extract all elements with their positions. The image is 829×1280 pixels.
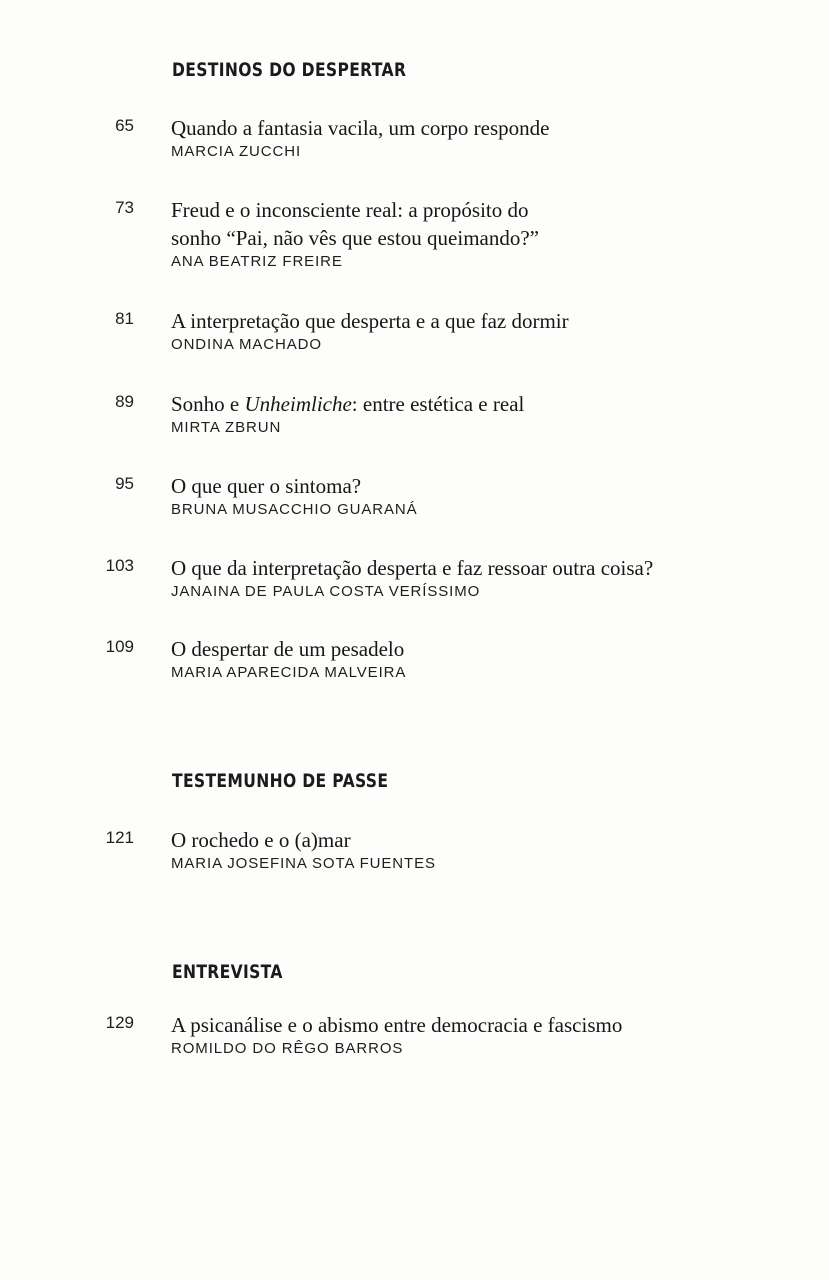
entry-title-line-2: sonho “Pai, não vês que estou queimando?”	[171, 226, 539, 250]
entry-title: A psicanálise e o abismo entre democracia e fascismo	[171, 1013, 623, 1037]
page-number: 95	[115, 474, 134, 493]
entry-title-line-1: Freud e o inconsciente real: a propósito do	[171, 198, 529, 222]
page-number: 73	[115, 198, 134, 217]
page-number: 129	[105, 1013, 134, 1032]
entry-author: ANA BEATRIZ FREIRE	[171, 253, 343, 270]
entry-author: MARIA APARECIDA MALVEIRA	[171, 664, 407, 681]
entry-author: MIRTA ZBRUN	[171, 419, 282, 436]
page-number: 65	[115, 116, 134, 135]
page-number: 121	[105, 828, 134, 847]
section-title-entrevista: ENTREVISTA	[172, 961, 283, 983]
entry-title: O despertar de um pesadelo	[171, 637, 405, 661]
entry-title-italic: Unheimliche	[244, 392, 352, 416]
entry-title: O rochedo e o (a)mar	[171, 828, 351, 852]
entry-body	[171, 390, 731, 436]
page-number: 89	[115, 392, 134, 411]
entry-author: MARCIA ZUCCHI	[171, 143, 302, 160]
entry-author: MARIA JOSEFINA SOTA FUENTES	[171, 855, 436, 872]
entry-title: Quando a fantasia vacila, um corpo responde	[171, 116, 550, 140]
page-number: 81	[115, 309, 134, 328]
entry-body	[171, 826, 731, 872]
section-title-destinos-do-despertar: DESTINOS DO DESPERTAR	[172, 59, 407, 81]
entry-body	[171, 307, 731, 353]
entry-author: JANAINA DE PAULA COSTA VERÍSSIMO	[171, 583, 481, 600]
page-number: 103	[105, 556, 134, 575]
entry-title	[171, 390, 731, 418]
entry-body	[171, 472, 731, 518]
entry-author: ROMILDO DO RÊGO BARROS	[171, 1040, 404, 1057]
entry-author: ONDINA MACHADO	[171, 336, 322, 353]
entry-body	[171, 554, 731, 600]
entry-title-part: : entre estética e real	[351, 392, 525, 416]
entry-title: A interpretação que desperta e a que faz dormir	[171, 309, 569, 333]
section-title-testemunho-de-passe: TESTEMUNHO DE PASSE	[172, 770, 389, 792]
entry-author: BRUNA MUSACCHIO GUARANÁ	[171, 501, 418, 518]
entry-title: O que quer o sintoma?	[171, 474, 362, 498]
entry-body	[171, 196, 731, 270]
entry-title-part: Sonho e	[171, 392, 245, 416]
entry-body	[171, 114, 731, 160]
entry-body	[171, 635, 731, 681]
entry-body	[171, 1011, 731, 1057]
entry-title: O que da interpretação desperta e faz ressoar outra coisa?	[171, 556, 654, 580]
page-number: 109	[105, 637, 134, 656]
entry-title	[171, 196, 731, 252]
